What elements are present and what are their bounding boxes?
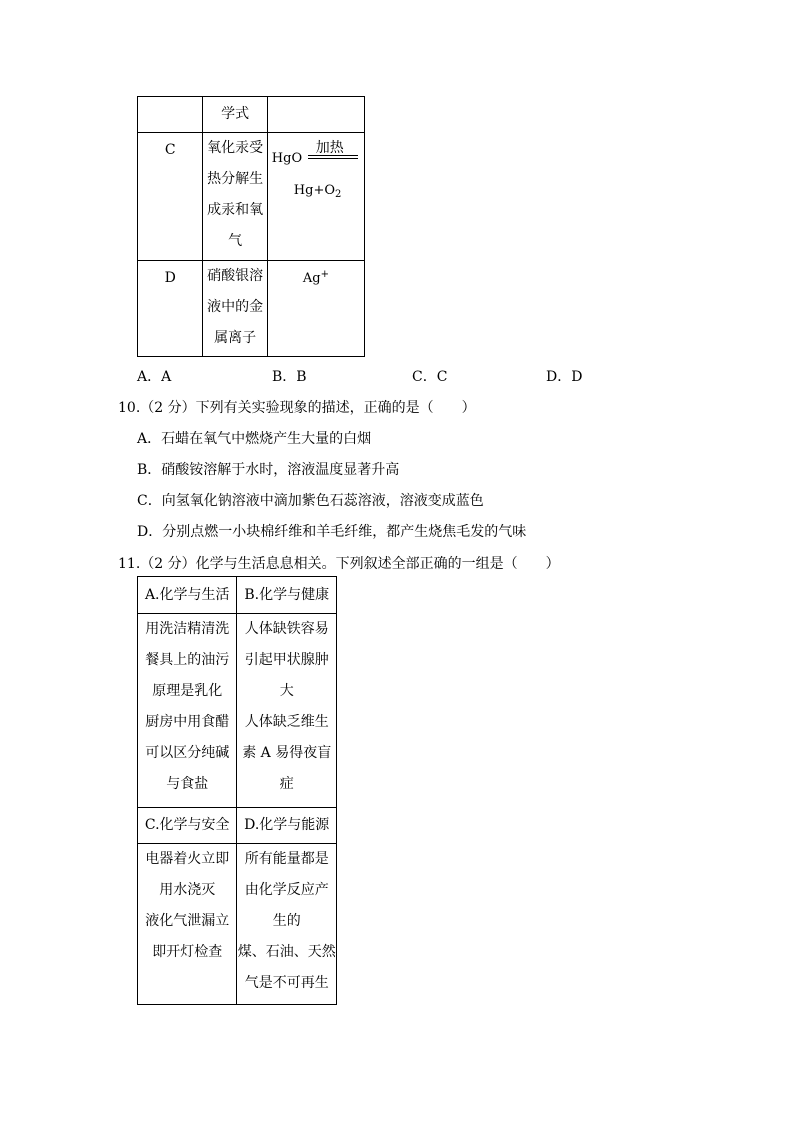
q11-body-a: 用洗洁精清洗 餐具上的油污 原理是乳化 厨房中用食醋 可以区分纯碱 与食盐 (138, 614, 237, 808)
q11-body-d: 所有能量都是 由化学反应产 生的 煤、石油、天然 气是不可再生 (237, 844, 337, 1005)
equation-bar-bottom (308, 158, 358, 159)
q11-header-d: D.化学与能源 (237, 808, 337, 844)
q9-table-desc-d: 硝酸银溶 液中的金 属离子 (203, 261, 267, 357)
q11-body-b: 人体缺铁容易 引起甲状腺肿 大 人体缺乏维生 素 A 易得夜盲 症 (237, 614, 337, 808)
q9-option-c[interactable]: C．C (412, 369, 448, 385)
q9-table-option-d: D (138, 261, 203, 357)
q10-option-b[interactable]: B．硝酸铵溶解于水时，溶液温度显著升高 (137, 462, 400, 478)
q11-header-c: C.化学与安全 (138, 808, 237, 844)
q10-option-a[interactable]: A．石蜡在氧气中燃烧产生大量的白烟 (137, 431, 372, 447)
q11-header-b: B.化学与健康 (237, 577, 337, 614)
q11-body-c: 电器着火立即 用水浇灭 液化气泄漏立 即开灯检查 (138, 844, 237, 1005)
q9-table-header-cell-3 (267, 97, 364, 133)
equation-reactant: HgO (271, 151, 303, 166)
equation-bar-top (308, 155, 358, 156)
q9-option-d[interactable]: D．D (546, 369, 583, 385)
q11-header-a: A.化学与生活 (138, 577, 237, 614)
q9-table-option-c: C (138, 133, 203, 261)
q9-table-equation-c (267, 133, 364, 261)
equation-products: $Hg+O_2$ (293, 183, 342, 200)
q10-option-d[interactable]: D．分别点燃一小块棉纤维和羊毛纤维，都产生烧焦毛发的气味 (137, 524, 527, 540)
q9-option-b[interactable]: B．B (272, 369, 307, 385)
q11-table (137, 576, 337, 1005)
q9-table-header-cell-2: 学式 (203, 97, 267, 133)
q9-table (137, 96, 365, 357)
equation-condition: 加热 (315, 140, 344, 156)
q10-stem: 10.（2 分）下列有关实验现象的描述，正确的是（ ） (118, 400, 476, 416)
q9-table-desc-c: 氧化汞受 热分解生 成汞和氧 气 (203, 133, 267, 261)
q9-option-a[interactable]: A．A (137, 369, 172, 385)
silver-ion: Ag+ (302, 269, 329, 286)
q11-stem: 11.（2 分）化学与生活息息相关。下列叙述全部正确的一组是（ ） (118, 556, 560, 572)
q10-option-c[interactable]: C．向氢氧化钠溶液中滴加紫色石蕊溶液，溶液变成蓝色 (137, 493, 484, 509)
q9-table-ion-d (267, 261, 364, 357)
q9-table-header-cell-1 (138, 97, 203, 133)
